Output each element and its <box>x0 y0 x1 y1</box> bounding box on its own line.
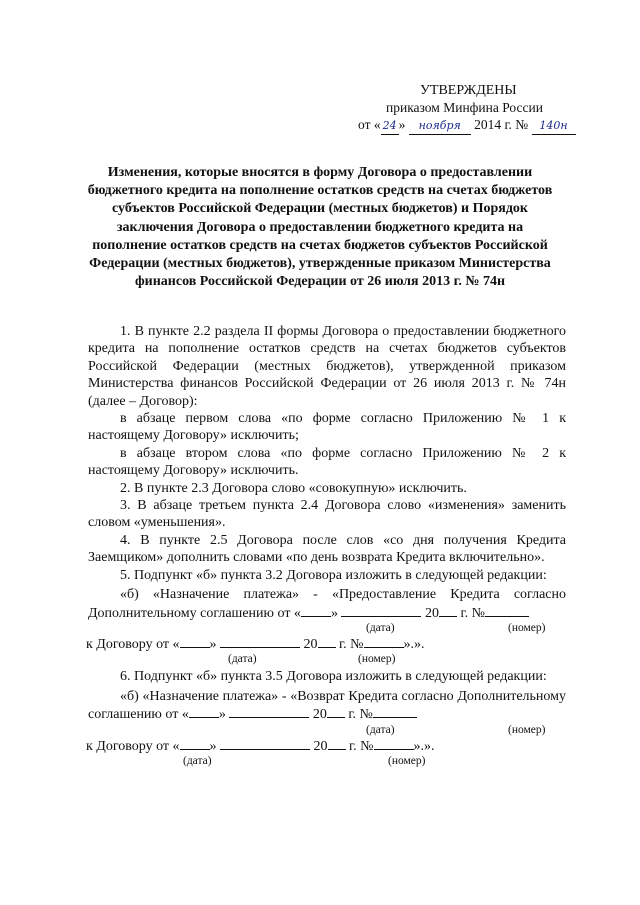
blank-year <box>327 705 345 718</box>
item-1-subparagraph-a: в абзаце первом слова «по форме согласно Приложению № 1 к настоящему Договору» исключить; <box>88 411 566 444</box>
blank-number <box>485 604 529 617</box>
item-6-contract-labels: (дата) (номер) <box>183 754 426 767</box>
blank-day <box>301 604 331 617</box>
item-6-field-labels: (дата) (номер) <box>366 723 546 736</box>
document-body <box>88 323 566 768</box>
blank-contract-year <box>328 737 346 750</box>
item-6-payment-purpose: «б) «Назначение платежа» - «Возврат Кредита согласно Дополнительному соглашению от « » 20 г. № <box>88 688 566 723</box>
approval-order-line: приказом Минфина России <box>386 100 543 115</box>
blank-date <box>229 705 309 718</box>
label-number: (номер) <box>508 621 546 634</box>
blank-contract-year <box>318 635 336 648</box>
item-6: 6. Подпункт «б» пункта 3.5 Договора изложить в следующей редакции: <box>120 669 547 685</box>
item-4: 4. В пункте 2.5 Договора после слов «со дня получения Кредита Заемщиком» дополнить словами «по день возврата Кредита включительно». <box>88 532 566 566</box>
item-5: 5. Подпункт «б» пункта 3.2 Договора изложить в следующей редакции: <box>120 567 547 583</box>
item-3: 3. В абзаце третьем пункта 2.4 Договора слово «изменения» заменить словом «уменьшения». <box>88 498 566 531</box>
item-1-subparagraph-b: в абзаце втором слова «по форме согласно Приложению № 2 к настоящему Договору» исключить. <box>88 445 566 479</box>
blank-date <box>341 604 421 617</box>
item-2: 2. В пункте 2.3 Договора слово «совокупную» исключить. <box>120 480 467 496</box>
document-title: Изменения, которые вносятся в форму Договора о предоставлении бюджетного кредита на пополнение остатков средств на счетах бюджетов субъектов Российской Федерации (местных бюджетов) и Порядок заключения Договора о предоставлении бюджетного кредита на пополнение остатков средств на счетах бюджетов субъектов Российской Федерации (местных бюджетов), утвержденные приказом Министерства финансов Российской Федерации от 26 июля 2013 г. № 74н <box>87 165 553 290</box>
blank-contract-day <box>180 737 210 750</box>
blank-contract-number <box>374 737 414 750</box>
item-5-payment-purpose: «б) «Назначение платежа» - «Предоставление Кредита согласно Дополнительному соглашению от « » 20 г. № <box>88 587 566 621</box>
approval-heading: УТВЕРЖДЕНЫ <box>420 83 517 98</box>
blank-number <box>373 705 417 718</box>
blank-contract-day <box>180 635 210 648</box>
item-5-contract-line: к Договору от « » 20 г. № ».». <box>86 636 425 652</box>
blank-year <box>439 604 457 617</box>
item-6-contract-line: к Договору от « » 20 г. № ».». <box>86 738 435 754</box>
blank-contract-number <box>364 635 404 648</box>
handwritten-month: ноября <box>409 117 471 135</box>
item-5-contract-labels: (дата) (номер) <box>228 653 396 666</box>
item-1: 1. В пункте 2.2 раздела II формы Договора о предоставлении бюджетного кредита на пополнение остатков средств на счетах бюджетов субъектов Российской Федерации (местных бюджетов), утвержденной приказом Министерства финансов Российской Федерации от 26 июля 2013 г. № 74н (далее – Договор): <box>88 324 566 409</box>
blank-contract-date <box>220 635 300 648</box>
handwritten-order-number: 140н <box>532 117 576 135</box>
approval-date-line: от « 24 » ноября 2014 г. № 140н <box>358 116 598 135</box>
approval-stamp <box>358 82 598 135</box>
label-date: (дата) <box>366 621 395 634</box>
blank-contract-date <box>220 737 310 750</box>
item-5-field-labels <box>88 622 566 635</box>
handwritten-day: 24 <box>381 117 399 135</box>
blank-day <box>189 705 219 718</box>
